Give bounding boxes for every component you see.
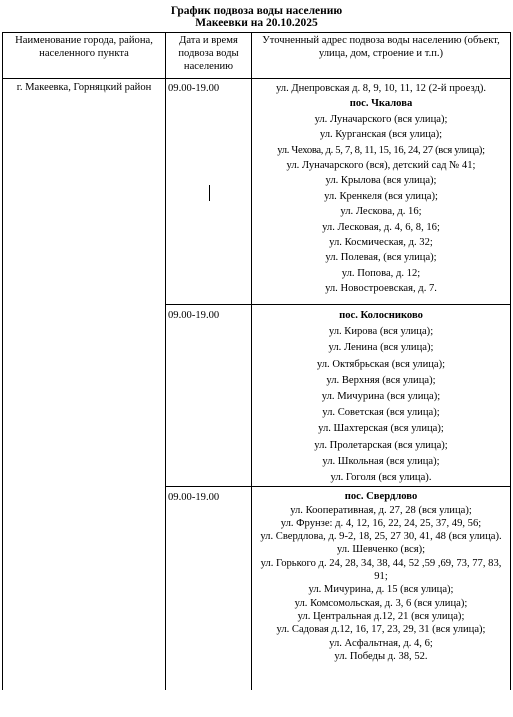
address-line: ул. Кирова (вся улица);	[328, 326, 434, 338]
header-address: Уточненный адрес подвоза воды населению (объект, улица, дом, строение и т.п.)	[252, 33, 511, 79]
address-line: ул. Горького д. 24, 28, 34, 38, 44, 52 ,59 ,69, 73, 77, 83, 91;	[260, 557, 502, 583]
address-line: ул. Крылова (вся улица);	[325, 175, 437, 187]
address-cell	[252, 79, 511, 305]
table-row	[3, 487, 511, 691]
address-line: ул. Кооперативная, д. 27, 28 (вся улица);	[290, 504, 472, 516]
address-line: ул. Днепровская д. 8, 9, 10, 11, 12 (2-й проезд).	[275, 83, 487, 94]
header-location: Наименование города, района, населенного пункта	[3, 33, 166, 79]
header-time: Дата и время подвоза воды населению	[166, 33, 252, 79]
address-line: ул. Советская (вся улица);	[322, 407, 440, 419]
empty-location-cell	[3, 487, 166, 691]
settlement-name: пос. Чкалова	[349, 98, 413, 110]
time-cell: 09.00-19.00	[166, 305, 252, 487]
document-title-line1: График подвоза воды населению	[170, 5, 343, 17]
address-line: ул. Ленина (вся улица);	[328, 342, 434, 354]
water-schedule-table	[2, 32, 511, 690]
address-cell	[252, 305, 511, 487]
settlement-name: пос. Колосниково	[339, 310, 423, 321]
address-line: ул. Октябрьская (вся улица);	[316, 358, 446, 370]
table-row	[3, 305, 511, 487]
address-cell	[252, 487, 511, 691]
address-line: ул. Асфальтная, д. 4, 6;	[329, 637, 433, 649]
address-line: ул. Полевая, (вся улица);	[325, 252, 437, 264]
time-cell: 09.00-19.00	[166, 487, 252, 691]
address-line: ул. Космическая, д. 32;	[329, 237, 433, 249]
address-line: ул. Луначарского (вся улица);	[314, 113, 448, 125]
address-line: ул. Свердлова, д. 9-2, 18, 25, 27 30, 41, 48 (вся улица).	[260, 531, 502, 543]
address-line: ул. Чехова, д. 5, 7, 8, 11, 15, 16, 24, 27 (вся улица);	[277, 144, 485, 156]
address-line: ул. Шевченко (вся);	[336, 544, 426, 556]
address-line: ул. Пролетарская (вся улица);	[314, 439, 448, 451]
text-cursor	[209, 185, 210, 201]
settlement-name: пос. Свердлово	[344, 491, 418, 503]
address-line: ул. Фрунзе: д. 4, 12, 16, 22, 24, 25, 37, 49, 56;	[280, 517, 482, 529]
address-line: ул. Луначарского (вся), детский сад № 41;	[286, 160, 476, 172]
address-line: ул. Садовая д.12, 16, 17, 23, 29, 31 (вся улица);	[276, 624, 486, 636]
address-line: ул. Школьная (вся улица);	[322, 455, 440, 467]
empty-location-cell	[3, 305, 166, 487]
table-row	[3, 79, 511, 305]
address-line: ул. Мичурина, д. 15 (вся улица);	[308, 584, 454, 596]
address-line: ул. Центральная д.12, 21 (вся улица);	[297, 610, 465, 622]
address-line: ул. Лескова, д. 16;	[340, 206, 422, 218]
address-line: ул. Мичурина (вся улица);	[321, 391, 441, 403]
address-line: ул. Кренкеля (вся улица);	[324, 190, 438, 202]
address-line: ул. Попова, д. 12;	[341, 267, 421, 279]
address-line: ул. Верхняя (вся улица);	[326, 374, 436, 386]
city-district-cell: г. Макеевка, Горняцкий район	[3, 79, 166, 305]
document-title-line2: Макеевки на 20.10.2025	[195, 17, 318, 29]
time-cell: 09.00-19.00	[166, 79, 252, 305]
address-line: ул. Победы д. 38, 52.	[334, 650, 428, 662]
table-header-row	[3, 33, 511, 79]
address-line: ул. Шахтерская (вся улица);	[318, 423, 444, 435]
address-line: ул. Гоголя (вся улица).	[330, 472, 432, 484]
address-line: ул. Курганская (вся улица);	[319, 129, 443, 141]
address-line: ул. Новостроевская, д. 7.	[325, 283, 437, 295]
address-line: ул. Лесковая, д. 4, 6, 8, 16;	[322, 221, 440, 233]
address-line: ул. Комсомольская, д. 3, 6 (вся улица);	[294, 597, 468, 609]
